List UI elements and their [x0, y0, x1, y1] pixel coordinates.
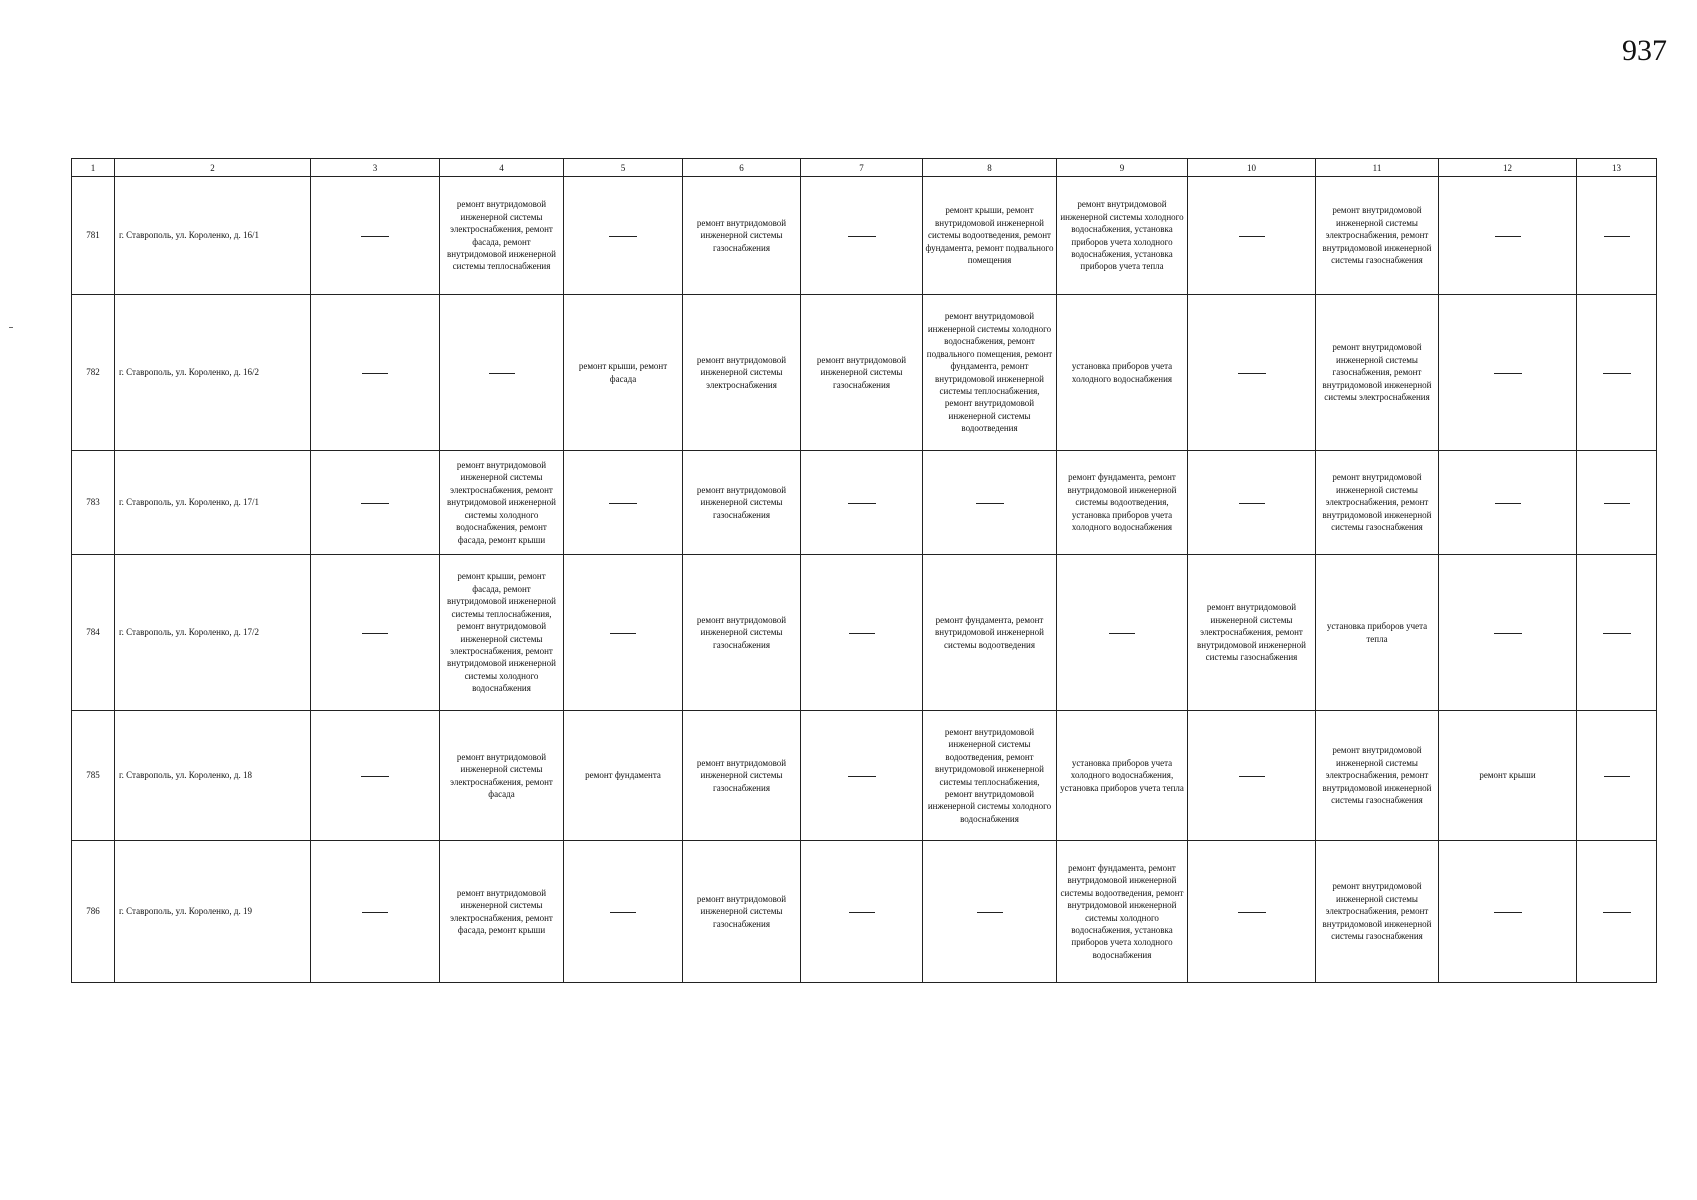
dash-mark [1603, 912, 1631, 913]
scan-mark [9, 327, 13, 328]
address-cell: г. Ставрополь, ул. Короленко, д. 19 [115, 841, 311, 983]
dash-mark [1604, 503, 1630, 504]
page-number: 937 [1622, 34, 1667, 67]
work-cell: ремонт внутридомовой инженерной системы электроснабжения, ремонт фасада, ремонт крыши [440, 841, 564, 983]
dash-mark [1494, 912, 1522, 913]
dash-mark [361, 776, 389, 777]
work-cell: ремонт внутридомовой инженерной системы электроснабжения, ремонт фасада [440, 711, 564, 841]
dash-mark [1238, 373, 1266, 374]
empty-cell [801, 451, 923, 555]
table-row [72, 451, 1657, 555]
column-number-row [72, 159, 1657, 177]
column-number: 2 [115, 159, 311, 177]
address-cell: г. Ставрополь, ул. Короленко, д. 16/1 [115, 177, 311, 295]
dash-mark [849, 633, 875, 634]
empty-cell [440, 295, 564, 451]
empty-cell [564, 177, 683, 295]
column-number: 3 [311, 159, 440, 177]
work-cell: ремонт внутридомовой инженерной системы холодного водоснабжения, ремонт подвального помещения, ремонт фундамента, ремонт внутридомовой инженерной системы теплоснабжения, ремонт внутридомовой инженерной системы водоотведения [923, 295, 1057, 451]
dash-mark [362, 373, 388, 374]
dash-mark [362, 633, 388, 634]
empty-cell [1577, 295, 1657, 451]
dash-mark [1603, 373, 1631, 374]
work-cell: ремонт внутридомовой инженерной системы электроснабжения, ремонт внутридомовой инженерной системы газоснабжения [1316, 841, 1439, 983]
empty-cell [564, 841, 683, 983]
dash-mark [849, 912, 875, 913]
work-cell: ремонт крыши, ремонт фасада, ремонт внутридомовой инженерной системы теплоснабжения, ремонт внутридомовой инженерной системы электроснабжения, ремонт внутридомовой инженерной системы холодного водоснабжения [440, 555, 564, 711]
work-cell: ремонт внутридомовой инженерной системы электроснабжения, ремонт внутридомовой инженерной системы газоснабжения [1316, 711, 1439, 841]
work-cell: установка приборов учета холодного водоснабжения, установка приборов учета тепла [1057, 711, 1188, 841]
empty-cell [311, 451, 440, 555]
empty-cell [1439, 295, 1577, 451]
column-number: 9 [1057, 159, 1188, 177]
dash-mark [1239, 503, 1265, 504]
column-number: 7 [801, 159, 923, 177]
dash-mark [610, 912, 636, 913]
empty-cell [1188, 451, 1316, 555]
work-cell: ремонт внутридомовой инженерной системы газоснабжения [683, 177, 801, 295]
column-number: 8 [923, 159, 1057, 177]
work-cell: ремонт фундамента, ремонт внутридомовой инженерной системы водоотведения [923, 555, 1057, 711]
empty-cell [311, 711, 440, 841]
work-cell: ремонт внутридомовой инженерной системы электроснабжения, ремонт внутридомовой инженерной системы газоснабжения [1316, 451, 1439, 555]
table-row [72, 177, 1657, 295]
work-cell: ремонт внутридомовой инженерной системы электроснабжения, ремонт внутридомовой инженерной системы газоснабжения [1188, 555, 1316, 711]
row-number: 786 [72, 841, 115, 983]
dash-mark [848, 236, 876, 237]
empty-cell [1188, 711, 1316, 841]
address-cell: г. Ставрополь, ул. Короленко, д. 17/2 [115, 555, 311, 711]
work-cell: ремонт внутридомовой инженерной системы газоснабжения [683, 555, 801, 711]
empty-cell [311, 177, 440, 295]
column-number: 10 [1188, 159, 1316, 177]
dash-mark [489, 373, 515, 374]
empty-cell [923, 841, 1057, 983]
row-number: 781 [72, 177, 115, 295]
empty-cell [1057, 555, 1188, 711]
empty-cell [1577, 555, 1657, 711]
dash-mark [848, 503, 876, 504]
empty-cell [311, 555, 440, 711]
work-cell: ремонт фундамента [564, 711, 683, 841]
row-number: 783 [72, 451, 115, 555]
empty-cell [1439, 555, 1577, 711]
work-cell: ремонт внутридомовой инженерной системы холодного водоснабжения, установка приборов учета холодного водоснабжения, установка приборов учета тепла [1057, 177, 1188, 295]
work-cell: ремонт внутридомовой инженерной системы электроснабжения [683, 295, 801, 451]
dash-mark [1495, 503, 1521, 504]
dash-mark [610, 633, 636, 634]
column-number: 5 [564, 159, 683, 177]
dash-mark [361, 503, 389, 504]
empty-cell [1188, 841, 1316, 983]
column-number: 6 [683, 159, 801, 177]
empty-cell [801, 841, 923, 983]
work-cell: ремонт внутридомовой инженерной системы электроснабжения, ремонт фасада, ремонт внутридомовой инженерной системы теплоснабжения [440, 177, 564, 295]
table-row [72, 841, 1657, 983]
empty-cell [1577, 841, 1657, 983]
table-body [72, 177, 1657, 983]
dash-mark [362, 912, 388, 913]
dash-mark [361, 236, 389, 237]
column-number: 4 [440, 159, 564, 177]
work-cell: ремонт внутридомовой инженерной системы газоснабжения, ремонт внутридомовой инженерной системы электроснабжения [1316, 295, 1439, 451]
work-cell: ремонт фундамента, ремонт внутридомовой инженерной системы водоотведения, ремонт внутридомовой инженерной системы холодного водоснабжения, установка приборов учета холодного водоснабжения [1057, 841, 1188, 983]
empty-cell [564, 451, 683, 555]
address-cell: г. Ставрополь, ул. Короленко, д. 17/1 [115, 451, 311, 555]
dash-mark [1603, 633, 1631, 634]
table-row [72, 555, 1657, 711]
work-cell: ремонт внутридомовой инженерной системы водоотведения, ремонт внутридомовой инженерной системы теплоснабжения, ремонт внутридомовой инженерной системы холодного водоснабжения [923, 711, 1057, 841]
empty-cell [1188, 177, 1316, 295]
empty-cell [311, 295, 440, 451]
work-cell: ремонт внутридомовой инженерной системы электроснабжения, ремонт внутридомовой инженерной системы газоснабжения [1316, 177, 1439, 295]
column-number: 12 [1439, 159, 1577, 177]
empty-cell [311, 841, 440, 983]
empty-cell [1577, 451, 1657, 555]
address-cell: г. Ставрополь, ул. Короленко, д. 16/2 [115, 295, 311, 451]
empty-cell [1439, 841, 1577, 983]
empty-cell [801, 555, 923, 711]
column-number: 11 [1316, 159, 1439, 177]
empty-cell [1439, 451, 1577, 555]
work-cell: ремонт крыши [1439, 711, 1577, 841]
work-cell: ремонт внутридомовой инженерной системы газоснабжения [801, 295, 923, 451]
empty-cell [1577, 177, 1657, 295]
work-cell: ремонт внутридомовой инженерной системы электроснабжения, ремонт внутридомовой инженерной системы холодного водоснабжения, ремонт фасада, ремонт крыши [440, 451, 564, 555]
empty-cell [923, 451, 1057, 555]
dash-mark [1495, 236, 1521, 237]
dash-mark [1604, 776, 1630, 777]
column-number: 1 [72, 159, 115, 177]
work-cell: ремонт внутридомовой инженерной системы газоснабжения [683, 711, 801, 841]
work-cell: установка приборов учета тепла [1316, 555, 1439, 711]
dash-mark [1238, 912, 1266, 913]
dash-mark [976, 503, 1004, 504]
dash-mark [1604, 236, 1630, 237]
dash-mark [1494, 633, 1522, 634]
empty-cell [564, 555, 683, 711]
work-cell: ремонт крыши, ремонт внутридомовой инженерной системы водоотведения, ремонт фундамента, ремонт подвального помещения [923, 177, 1057, 295]
column-number: 13 [1577, 159, 1657, 177]
dash-mark [977, 912, 1003, 913]
dash-mark [609, 236, 637, 237]
address-cell: г. Ставрополь, ул. Короленко, д. 18 [115, 711, 311, 841]
empty-cell [801, 177, 923, 295]
dash-mark [1494, 373, 1522, 374]
repair-schedule-table [71, 158, 1657, 983]
empty-cell [1439, 177, 1577, 295]
dash-mark [1239, 236, 1265, 237]
empty-cell [1188, 295, 1316, 451]
dash-mark [609, 503, 637, 504]
dash-mark [848, 776, 876, 777]
work-cell: ремонт крыши, ремонт фасада [564, 295, 683, 451]
row-number: 782 [72, 295, 115, 451]
work-cell: ремонт фундамента, ремонт внутридомовой инженерной системы водоотведения, установка приборов учета холодного водоснабжения [1057, 451, 1188, 555]
table-row [72, 711, 1657, 841]
work-cell: ремонт внутридомовой инженерной системы газоснабжения [683, 451, 801, 555]
row-number: 785 [72, 711, 115, 841]
dash-mark [1239, 776, 1265, 777]
row-number: 784 [72, 555, 115, 711]
work-cell: установка приборов учета холодного водоснабжения [1057, 295, 1188, 451]
empty-cell [1577, 711, 1657, 841]
dash-mark [1109, 633, 1135, 634]
work-cell: ремонт внутридомовой инженерной системы газоснабжения [683, 841, 801, 983]
empty-cell [801, 711, 923, 841]
table-row [72, 295, 1657, 451]
